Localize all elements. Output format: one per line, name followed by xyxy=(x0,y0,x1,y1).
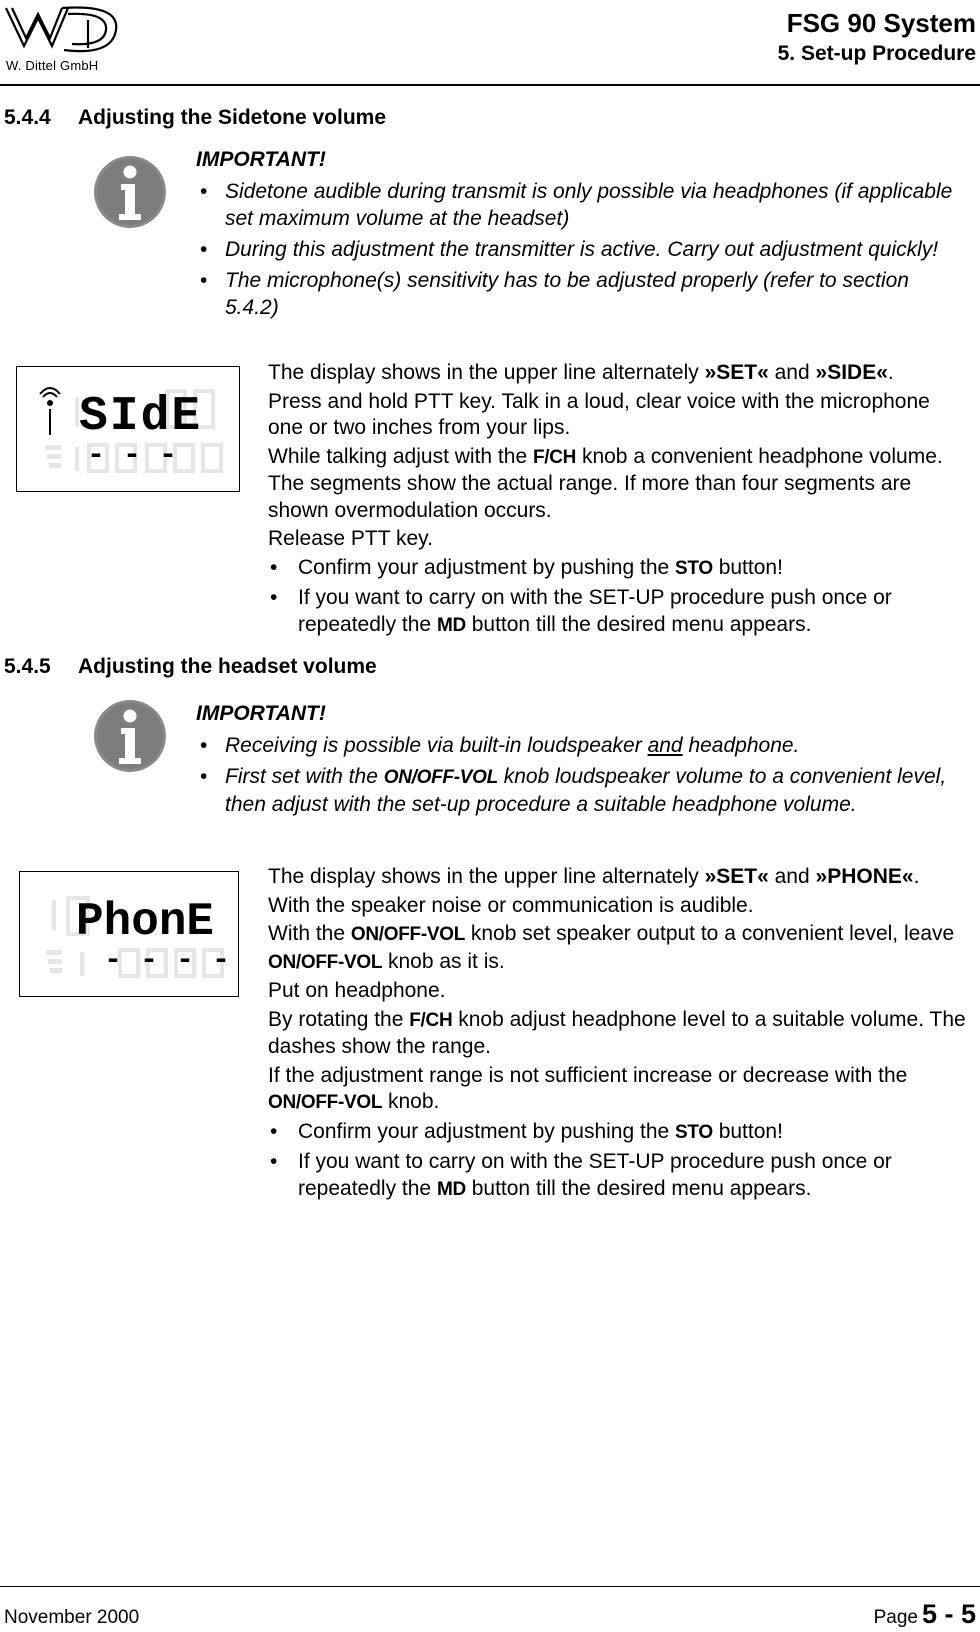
instruction-paragraph: The display shows in the upper line alternately »SET« and »PHONE«. xyxy=(268,865,920,888)
important-notes-544 xyxy=(196,146,956,325)
section-heading-544 xyxy=(4,106,386,130)
instruction-paragraph: By rotating the F/CH knob adjust headphone level to a suitable volume. The dashes show the range. xyxy=(268,1007,966,1058)
knob-name: ON/OFF-VOL xyxy=(383,767,498,788)
lcd-lower-text: - - - - xyxy=(104,944,231,978)
note-item: • First set with the ON/OFF-VOL knob loudspeaker volume to a convenient level, then adjust with the set-up procedure a suitable headphone volume. xyxy=(196,763,956,818)
wd-logo-icon xyxy=(2,0,124,60)
lcd-lower-text: - - - xyxy=(87,439,178,473)
instructions-544 xyxy=(268,360,968,642)
important-notes-545 xyxy=(196,700,956,822)
section-title: Adjusting the headset volume xyxy=(78,655,377,678)
instruction-bullet: • If you want to carry on with the SET-UP procedure push once or repeatedly the MD button till the desired menu appears. xyxy=(268,1149,968,1203)
instruction-paragraph: The display shows in the upper line alternately »SET« and »SIDE«. xyxy=(268,361,894,384)
important-label: IMPORTANT! xyxy=(196,702,326,725)
important-label: IMPORTANT! xyxy=(196,148,326,171)
lcd-upper-text: SIdE xyxy=(79,390,203,444)
instruction-paragraph: Press and hold PTT key. Talk in a loud, clear voice with the microphone one or two inches from your lips. xyxy=(268,389,930,439)
knob-name: F/CH xyxy=(409,1009,453,1031)
page-number-value: 5 - 5 xyxy=(921,1599,976,1629)
instruction-paragraph: While talking adjust with the F/CH knob a convenient headphone volume. The segments show the actual range. If more than four segments are shown overmodulation occurs. xyxy=(268,444,943,522)
instruction-paragraph: If the adjustment range is not sufficient increase or decrease with the ON/OFF-VOL knob. xyxy=(268,1063,908,1113)
instructions-545 xyxy=(268,864,968,1206)
document-title: FSG 90 System xyxy=(786,8,976,38)
knob-name: ON/OFF-VOL xyxy=(268,951,383,973)
page-number xyxy=(874,1599,976,1630)
chapter-title: 5. Set-up Procedure xyxy=(777,42,976,65)
info-icon xyxy=(92,698,168,774)
knob-name: ON/OFF-VOL xyxy=(350,924,466,945)
lcd-display-sidetone xyxy=(16,366,240,492)
page-label: Page xyxy=(873,1607,918,1628)
instruction-bullet: • Confirm your adjustment by pushing the STO button! xyxy=(268,1119,968,1147)
section-heading-545 xyxy=(4,655,377,679)
instruction-paragraph: Release PTT key. xyxy=(268,527,433,550)
knob-name: F/CH xyxy=(532,446,577,468)
note-item: • Sidetone audible during transmit is only possible via headphones (if applicable set maximum volume at the headset) xyxy=(196,178,956,232)
instruction-paragraph: With the ON/OFF-VOL knob set speaker output to a convenient level, leave ON/OFF-VOL knob as it is. xyxy=(268,922,955,973)
button-name: MD xyxy=(436,1178,466,1200)
button-name: STO xyxy=(675,557,713,579)
page-footer xyxy=(0,1586,980,1632)
section-title: Adjusting the Sidetone volume xyxy=(78,106,387,129)
note-item: • During this adjustment the transmitter is active. Carry out adjustment quickly! xyxy=(196,236,956,263)
button-name: MD xyxy=(436,614,466,636)
section-number: 5.4.5 xyxy=(4,655,51,678)
info-icon xyxy=(92,154,168,230)
page-header xyxy=(0,0,980,86)
instruction-paragraph: Put on headphone. xyxy=(268,979,446,1002)
knob-name: ON/OFF-VOL xyxy=(268,1092,383,1113)
note-item: • The microphone(s) sensitivity has to be adjusted properly (refer to section 5.4.2) xyxy=(196,267,956,321)
lcd-display-headset xyxy=(19,871,239,997)
note-item: • Receiving is possible via built-in loudspeaker and headphone. xyxy=(196,732,956,759)
button-name: STO xyxy=(675,1121,713,1143)
instruction-bullet: • If you want to carry on with the SET-UP procedure push once or repeatedly the MD button till the desired menu appears. xyxy=(268,585,968,639)
footer-date: November 2000 xyxy=(4,1607,140,1628)
section-number: 5.4.4 xyxy=(4,106,51,129)
company-logo xyxy=(2,0,124,76)
instruction-bullet: • Confirm your adjustment by pushing the STO button! xyxy=(268,555,968,583)
company-name: W. Dittel GmbH xyxy=(6,58,99,73)
lcd-upper-text: PhonE xyxy=(76,896,215,948)
instruction-paragraph: With the speaker noise or communication is audible. xyxy=(268,893,754,917)
